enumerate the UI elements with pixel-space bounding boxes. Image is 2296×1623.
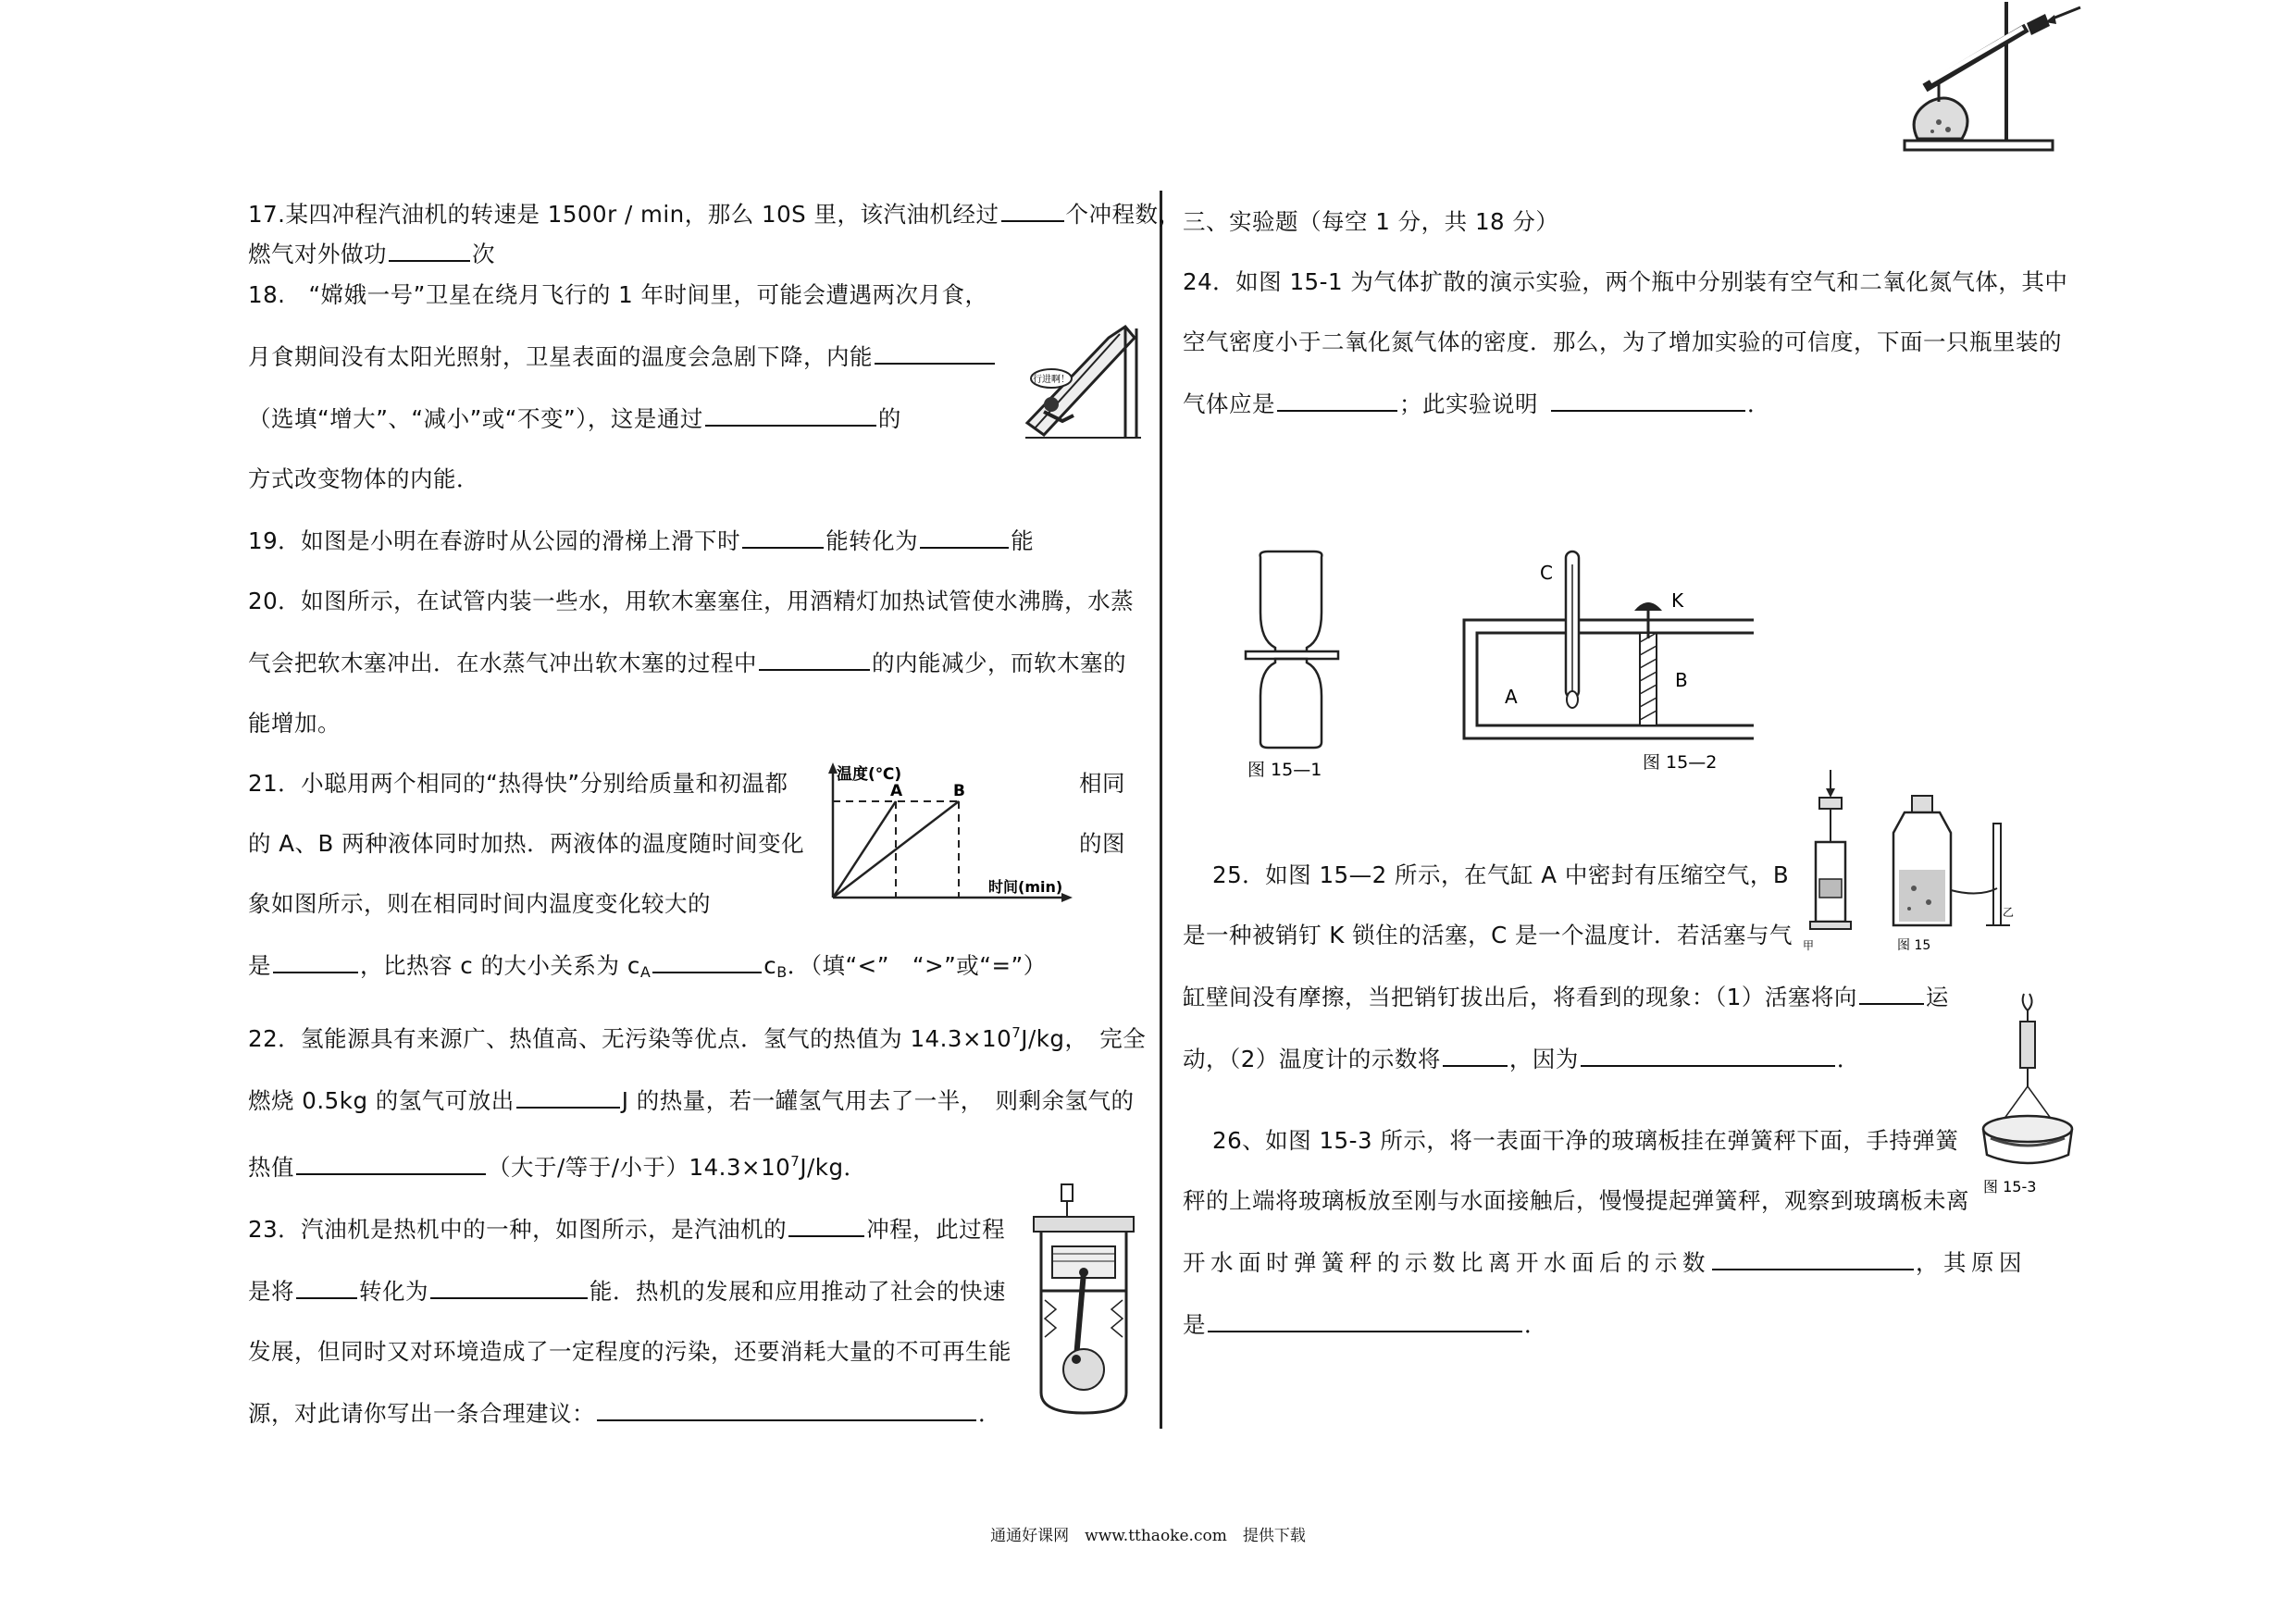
answer-blank[interactable] (273, 948, 358, 973)
graph-x-axis-label: 时间(min) (988, 878, 1063, 896)
answer-blank[interactable] (389, 236, 470, 262)
answer-blank[interactable] (759, 645, 870, 671)
answer-blank[interactable] (1208, 1307, 1522, 1332)
answer-blank[interactable] (1443, 1041, 1508, 1067)
answer-blank[interactable] (430, 1273, 588, 1299)
footer-credit: 通通好课网 www.tthaoke.com 提供下载 (990, 1527, 1306, 1545)
cylinder-piston-figure (1444, 546, 1758, 782)
answer-blank[interactable] (296, 1149, 486, 1175)
answer-blank[interactable] (788, 1211, 864, 1237)
fig-15-label-jia: 甲 (1803, 939, 1815, 952)
question-20: 20．如图所示，在试管内装一些水，用软木塞塞住，用酒精灯加热试管使水沸腾，水蒸 气会把软木塞冲出．在水蒸气冲出软木塞的过程中 的内能减少，而软木塞的 能增加。 (248, 588, 1135, 737)
question-21: 21．小聪用两个相同的“热得快”分别给质量和初温都 相同 的 A、B 两种液体同时加热．两液体的温度随时间变化 的图 象如图所示，则在相同时间内温度变化较大的 是 ，比热容 c 的大小关系为 $c_A$ $c_B$．（填“<” “>”或“=”） (248, 770, 1125, 981)
question-25: 25．如图 15—2 所示，在气缸 A 中密封有压缩空气，B 是一种被销钉 K 锁住的活塞，C 是一个温度计．若活塞与气 缸壁间没有摩擦，当把销钉拔出后，将看到的现象：（1）活塞将向 运 动，（2）温度计的示数将 ，因为 ． (1183, 861, 1949, 1072)
fig-15-label-yi: 乙 (2003, 906, 2015, 919)
question-23: 23．汽油机是热机中的一种，如图所示，是汽油机的 冲程，此过程 是将 转化为 能．热机的发展和应用推动了社会的快速 发展，但同时又对环境造成了一定程度的污染，还要消耗大量的不可再生能 源，对此请你写出一条合理建议： ． (248, 1211, 1136, 1431)
fig-15-2-caption: 图 15—2 (1643, 752, 1718, 773)
answer-blank[interactable] (1551, 386, 1745, 412)
question-26: 26、如图 15-3 所示，将一表面干净的玻璃板挂在弹簧秤下面，手持弹簧 秤的上端将玻璃板放至刚与水面接触后，慢慢提起弹簧秤，观察到玻璃板未离 开水面时弹簧秤的示数比离开水面后的示数 ，其原因 是 ． (1183, 1127, 2027, 1338)
slide-sign-text: 行进啊！ (1033, 375, 1070, 385)
answer-blank[interactable] (742, 523, 824, 549)
fig-15-3-caption: 图 15-3 (1983, 1178, 2037, 1196)
answer-blank[interactable] (875, 339, 995, 365)
answer-blank[interactable] (920, 523, 1009, 549)
temperature-time-graph (822, 757, 1074, 907)
graph-line-b-label: B (953, 782, 965, 800)
question-17: 17.某四冲程汽油机的转速是 1500r / min，那么 10S 里，该汽油机经过 个冲程数， 燃气对外做功 次 (248, 196, 1136, 271)
section-3-title: 三、实验题（每空 1 分，共 18 分） (1183, 208, 1559, 235)
question-19: 19．如图是小明在春游时从公园的滑梯上滑下时 能转化为 能 (248, 523, 1136, 558)
engine-cylinder-figure (1032, 1180, 1136, 1419)
question-18: 18. “嫦娥一号”卫星在绕月飞行的 1 年时间里，可能会遭遇两次月食， 月食期间没有太阳光照射，卫星表面的温度会急剧下降，内能 （选填“增大”、“减小”或“不变”），这是通过 的 方式改变物体的内能． (248, 279, 1136, 496)
test-tube-apparatus-figure (1897, 0, 2101, 157)
answer-blank[interactable] (1001, 196, 1064, 222)
spring-scale-glass-plate-figure (1976, 990, 2079, 1198)
answer-blank[interactable] (652, 948, 762, 973)
graph-line-a-label: A (890, 782, 903, 800)
right-column (1183, 205, 2076, 421)
right-column-lower (1183, 859, 2076, 1342)
gas-diffusion-bottles-figure (1240, 548, 1351, 781)
answer-blank[interactable] (1277, 386, 1397, 412)
answer-blank[interactable] (597, 1395, 976, 1421)
fig-15-2-label-a: A (1505, 686, 1518, 708)
fig-15-1-caption: 图 15—1 (1247, 760, 1322, 780)
column-divider (1160, 191, 1162, 1429)
answer-blank[interactable] (705, 401, 876, 427)
answer-blank[interactable] (296, 1273, 357, 1299)
fig-15-caption: 图 15 (1897, 938, 1931, 953)
graph-y-axis-label: 温度(℃) (837, 765, 902, 784)
question-24: 24．如图 15-1 为气体扩散的演示实验，两个瓶中分别装有空气和二氧化氮气体，其中 空气密度小于二氧化氮气体的密度．那么，为了增加实验的可信度，下面一只瓶里装的 气体应是 ；此实验说明 ． (1183, 268, 2068, 417)
question-22: 22．氢能源具有来源广、热值高、无污染等优点．氢气的热值为 $14.3\times 10^7J/kg$， 完全 燃烧 0.5kg 的氢气可放出 J 的热量，若一罐氢气用去了一半， 则剩余氢气的 热值 （大于/等于/小于）$14.3\times 10^7J/kg$． (248, 1024, 1147, 1181)
answer-blank[interactable] (516, 1083, 620, 1109)
fig-15-2-label-b: B (1675, 669, 1688, 691)
fig-15-2-label-c: C (1540, 562, 1553, 584)
answer-blank[interactable] (1859, 979, 1924, 1005)
answer-blank[interactable] (1581, 1041, 1835, 1067)
slide-figure (1016, 319, 1146, 440)
answer-blank[interactable] (1712, 1245, 1914, 1270)
fig-15-2-label-k: K (1671, 589, 1684, 612)
